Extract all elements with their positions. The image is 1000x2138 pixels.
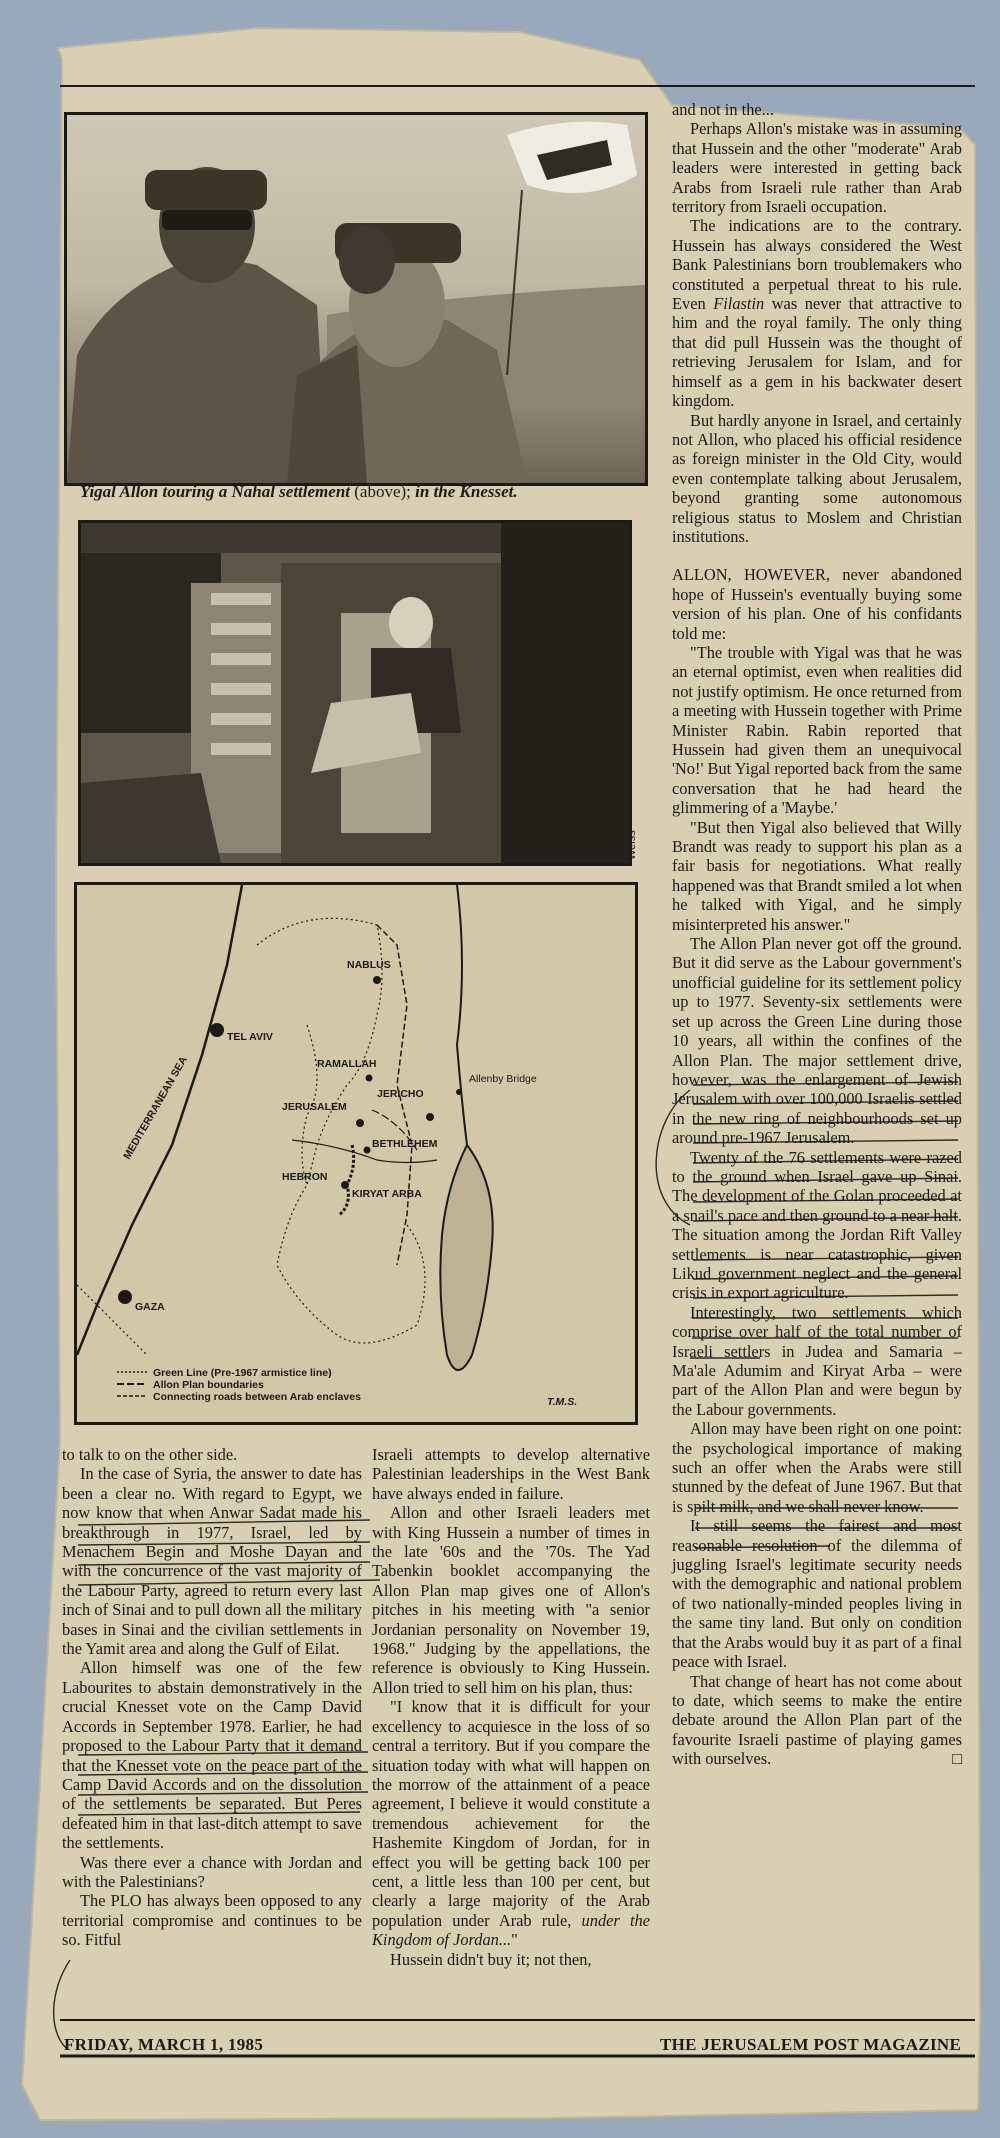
- label-jericho: JERICHO: [377, 1088, 424, 1100]
- label-kiryat-arba: KIRYAT ARBA: [352, 1188, 422, 1200]
- paragraph: Israeli attempts to develop alternative Palestinian leaderships in the West Bank have always ended in failure.: [372, 1445, 650, 1503]
- jordan-river: [457, 885, 467, 1145]
- paragraph: "I know that it is difficult for your excellency to acquiesce in the loss of so central a territory. But if you compare the situation today with what will happen on the morrow of the attainment of a peace agreement, I believe it would constitute a tremendous achievement for the Hashemite Kingdom of Jordan, for in effect you will be getting back 100 per cent, a little less than 100 per cent, but clearly a large majority of the Arab population under Arab rule, under the Kingdom of Jordan...": [372, 1697, 650, 1950]
- article-column-right: [672, 100, 962, 1769]
- paragraph: The indications are to the contrary. Hussein has always considered the West Bank Palestinians born troublemakers who constituted a perpetual threat to his rule. Even Filastin was never that attractive to him and the royal family. The only thing that did pull Hussein was the thought of retrieving Jerusalem for Islam, and for himself as a gem in his backwater desert kingdom.: [672, 216, 962, 411]
- photo-allon-nahal: [64, 112, 648, 486]
- paragraph: "The trouble with Yigal was that he was an eternal optimist, even when realities did not justify optimism. He once returned from a meeting with Hussein together with Prime Minister Rabin. Rabin reported that Hussein had given them an unequivocal 'No!' But Yigal reported back from the same conversation that he had heard the glimmering of a 'Maybe.': [672, 642, 962, 818]
- label-hebron: HEBRON: [282, 1171, 328, 1183]
- paragraph: In the case of Syria, the answer to date has been a clear no. With regard to Egypt, we now know that when Anwar Sadat made his breakthrough in 1977, Israel, led by Menachem Begin and Moshe Dayan and with the concurrence of the vast majority of the Labour Party, agreed to return every last inch of Sinai and to pull down all the military bases in Sinai and the civilian settlements in the Yamit area and along the Gulf of Eilat.: [62, 1464, 362, 1659]
- article-column-left: [62, 1445, 362, 1950]
- photo-allon-knesset: [78, 520, 632, 866]
- paragraph: Hussein didn't buy it; not then,: [390, 1949, 592, 1969]
- dead-sea: [440, 1145, 492, 1370]
- paragraph: and not in the...: [672, 100, 774, 119]
- paragraph-subhead: ALLON, HOWEVER, never abandoned hope of Hussein's eventually buying some version of his plan. One of his confidants told me:: [672, 565, 962, 643]
- article-column-middle: [372, 1445, 650, 1969]
- label-bethlehem: BETHLEHEM: [372, 1138, 438, 1150]
- map-legend: [117, 1367, 361, 1403]
- label-allenby-bridge: Allenby Bridge: [469, 1073, 537, 1085]
- paragraph: Twenty of the 76 settlements were razed to the ground when Israel gave up Sinai. The development of the Golan proceeded at a snail's pace and then ground to a near halt. The situation among the Jordan Rift Valley settlements is near catastrophic, given Likud government neglect and the general crisis in export agriculture.: [672, 1147, 962, 1303]
- end-mark: □: [952, 1749, 962, 1769]
- map-drawing: [77, 885, 629, 1416]
- paragraph: "But then Yigal also believed that Willy Brandt was ready to support his plan as a fair basis for negotiations. What really happened was that Brandt smiled a lot when he talked with Yigal, and he simply misinterpreted his answer.": [672, 817, 962, 934]
- paragraph: Allon himself was one of the few Labourites to abstain demonstratively in the crucial Knesset vote on the Camp David Accords in September 1978. Earlier, he had proposed to the Labour Party that it demand that the Knesset vote on the peace part of the Camp David Accords and on the dissolution of the settlements be separated. But Peres defeated him in that last-ditch attempt to save the settlements.: [62, 1658, 362, 1853]
- legend-allon-boundaries: Allon Plan boundaries: [153, 1379, 264, 1391]
- paragraph: But hardly anyone in Israel, and certainly not Allon, who placed his official residence as foreign minister in the Old City, would even contemplate talking about Jerusalem, beyond granting some autonomous religious status to Moslem and Christian institutions.: [672, 410, 962, 546]
- paragraph: Interestingly, two settlements which comprise over half of the total number of Israeli settlers in Judea and Samaria – Ma'ale Adumim and Kiryat Arba – were part of the Allon Plan and were begun by the Labour governments.: [672, 1302, 962, 1419]
- allon-plan-map: [74, 882, 638, 1425]
- paragraph: Allon may have been right on one point: the psychological importance of making such an offer when the Arabs were still stunned by the defeat of June 1967. But that is spilt milk, and we shall never know.: [672, 1419, 962, 1516]
- label-jerusalem: JERUSALEM: [282, 1101, 347, 1113]
- paragraph: Perhaps Allon's mistake was in assuming that Hussein and the other "moderate" Arab leaders were interested in getting back Arabs from Israeli rule rather than Arab territory from Israeli occupation.: [672, 119, 962, 217]
- paragraph: The Allon Plan never got off the ground. But it did serve as the Labour government's unofficial guideline for its settlement policy up to 1977. Seventy-six settlements were set up across the Green Line during those 10 years, all within the confines of the Allon Plan. The major settlement drive, however, was the enlargement of Jewish Jerusalem with over 100,000 Israelis settled in the new ring of neighbourhoods set up around pre-1967 Jerusalem.: [672, 934, 962, 1148]
- photo-figures: [67, 115, 645, 483]
- paragraph: Allon and other Israeli leaders met with King Hussein a number of times in the late '60s and the '70s. The Yad Tabenkin booklet accompanying the Allon Plan map gives one of Allon's pitches in his meeting with "a senior Jordanian personality on November 19, 1968." Judging by the appellations, the reference is obviously to King Hussein. Allon tried to sell him on his plan, thus:: [372, 1503, 650, 1697]
- label-mediterranean-sea: MEDITERRANEAN SEA: [121, 1054, 190, 1162]
- paragraph: to talk to on the other side.: [62, 1445, 238, 1464]
- paragraph: It still seems the fairest and most reasonable resolution of the dilemma of juggling Israel's legitimate security needs with the demographic and national problem of two nationally-minded peoples living in the same tiny land. But only on condition that the Arabs would buy it as part of a final peace with Israel.: [672, 1516, 962, 1672]
- map-artist-signature: T.M.S.: [547, 1396, 578, 1408]
- coastline: [77, 885, 242, 1355]
- photo-knesset-scene: [81, 523, 629, 863]
- label-nablus: NABLUS: [347, 959, 391, 971]
- paragraph: The PLO has always been opposed to any territorial compromise and continues to be so. Fitful: [62, 1891, 362, 1950]
- label-gaza: GAZA: [135, 1301, 165, 1313]
- label-ramallah: RAMALLAH: [317, 1058, 377, 1070]
- photo-caption: Yigal Allon touring a Nahal settlement (above); in the Knesset.: [80, 482, 518, 501]
- legend-connecting-roads: Connecting roads between Arab enclaves: [153, 1391, 361, 1403]
- footer-publication: THE JERUSALEM POST MAGAZINE: [660, 2035, 962, 2054]
- paragraph: Was there ever a chance with Jordan and with the Palestinians?: [62, 1852, 362, 1891]
- photo-credit: Weiss: [626, 830, 638, 860]
- label-tel-aviv: TEL AVIV: [227, 1031, 273, 1043]
- legend-green-line: Green Line (Pre-1967 armistice line): [153, 1367, 332, 1379]
- green-line: [257, 918, 425, 1343]
- paragraph: That change of heart has not come about to date, which seems to make the entire debate around the Allon Plan part of the favourite Israeli pastime of playing games with ourselves. □: [672, 1671, 962, 1769]
- footer-date: FRIDAY, MARCH 1, 1985: [64, 2035, 264, 2054]
